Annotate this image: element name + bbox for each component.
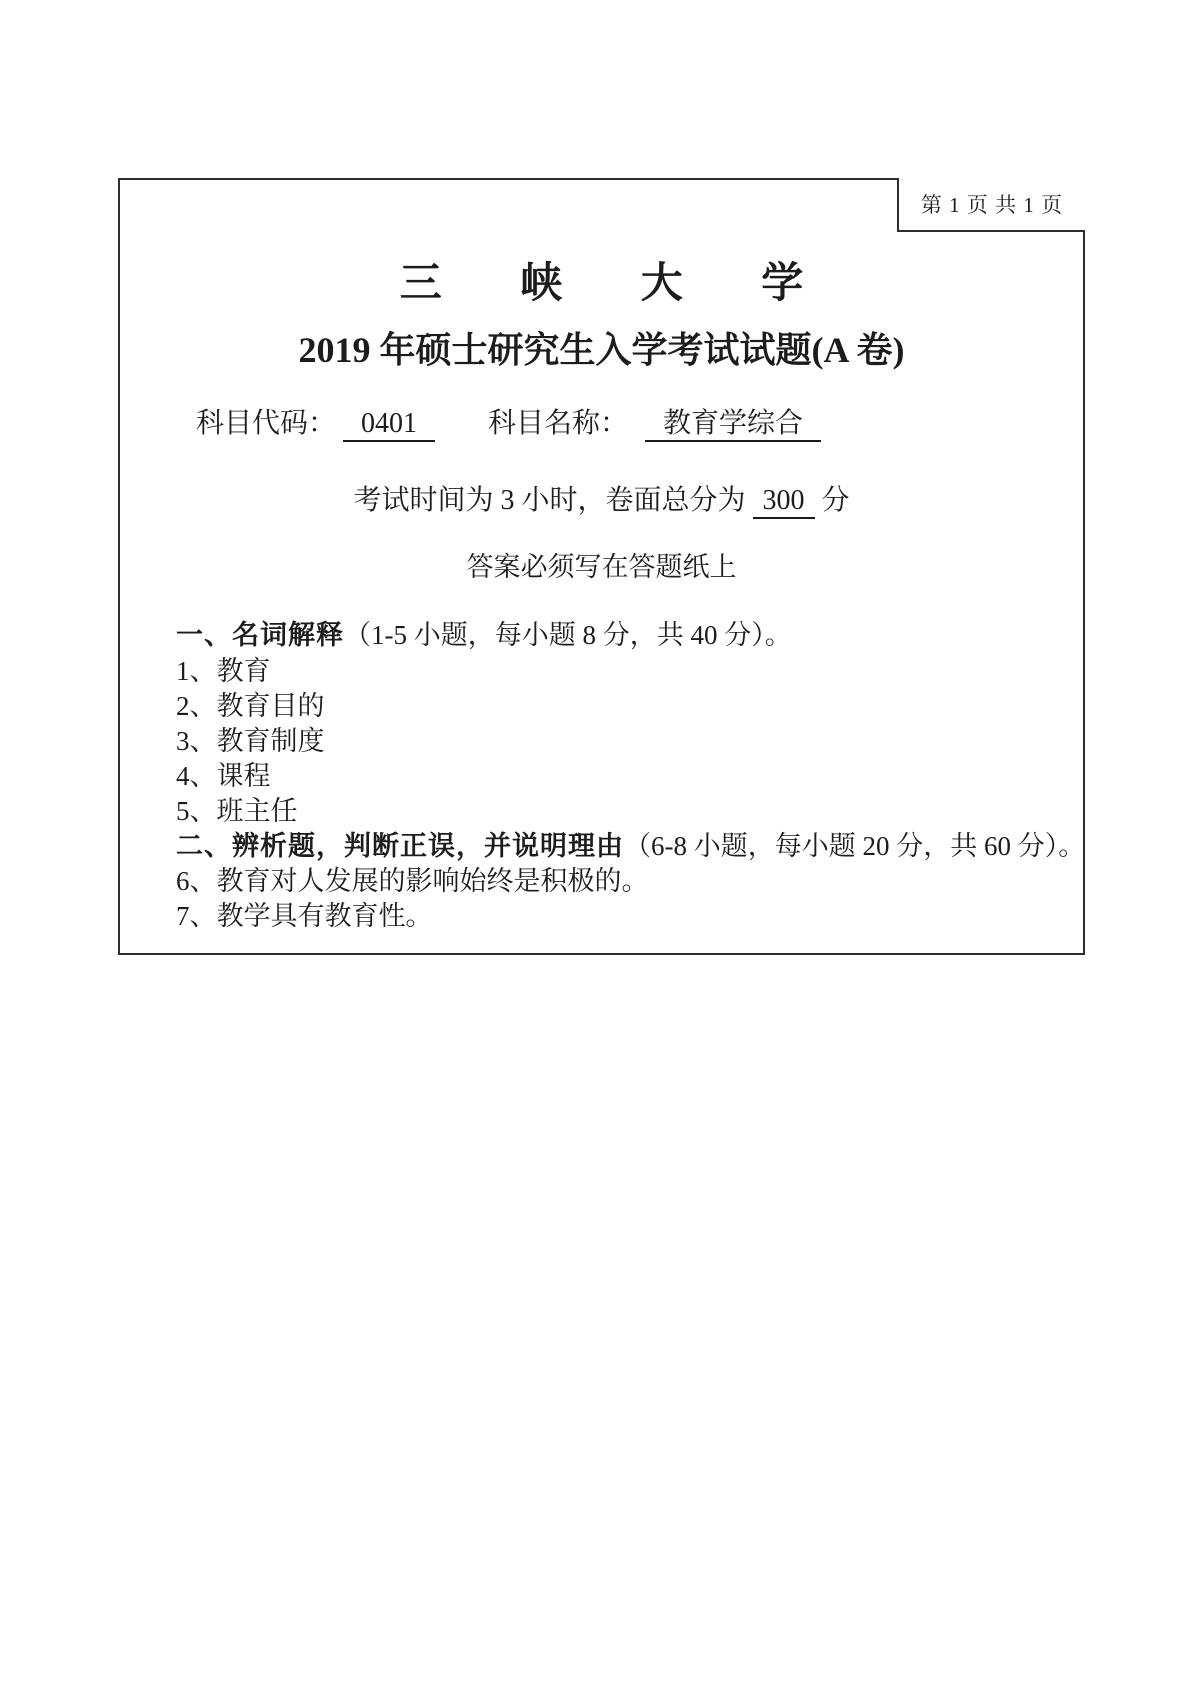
duration-prefix: 考试时间为 3 小时，卷面总分为 <box>353 485 746 516</box>
section-1-heading <box>176 619 792 653</box>
page-indicator: 第 1 页 共 1 页 <box>920 193 1064 217</box>
subject-code-value: 0401 <box>343 408 435 442</box>
subject-code-label: 科目代码： <box>196 408 337 439</box>
section-2-heading-bold: 二、辨析题，判断正误，并说明理由 <box>176 831 624 861</box>
question-item-7: 7、教学具有教育性。 <box>176 901 433 931</box>
duration-line <box>120 483 1083 519</box>
question-item-6: 6、教育对人发展的影响始终是积极的。 <box>176 866 649 896</box>
page-indicator-cell <box>897 178 1085 232</box>
question-item-5: 5、班主任 <box>176 796 298 826</box>
section-1-heading-bold: 一、名词解释 <box>176 620 344 650</box>
exam-paper-frame <box>118 178 1085 955</box>
section-2-heading-rest: （6-8 小题，每小题 20 分，共 60 分）。 <box>624 831 1086 861</box>
section-2-heading <box>176 830 1085 864</box>
answer-notice: 答案必须写在答题纸上 <box>466 552 737 582</box>
section-1-heading-rest: （1-5 小题，每小题 8 分，共 40 分）。 <box>344 620 792 650</box>
question-item-4: 4、课程 <box>176 761 271 791</box>
exam-title: 2019 年硕士研究生入学考试试题(A 卷) <box>298 330 905 370</box>
question-item-1: 1、教育 <box>176 656 271 686</box>
question-item-2: 2、教育目的 <box>176 691 325 721</box>
subject-line <box>196 406 821 442</box>
subject-name-value: 教育学综合 <box>645 408 821 442</box>
total-score-value: 300 <box>753 485 815 519</box>
university-title: 三 峡 大 学 <box>399 261 838 307</box>
duration-suffix: 分 <box>821 485 850 516</box>
question-item-3: 3、教育制度 <box>176 726 325 756</box>
subject-name-label: 科目名称： <box>488 408 629 439</box>
